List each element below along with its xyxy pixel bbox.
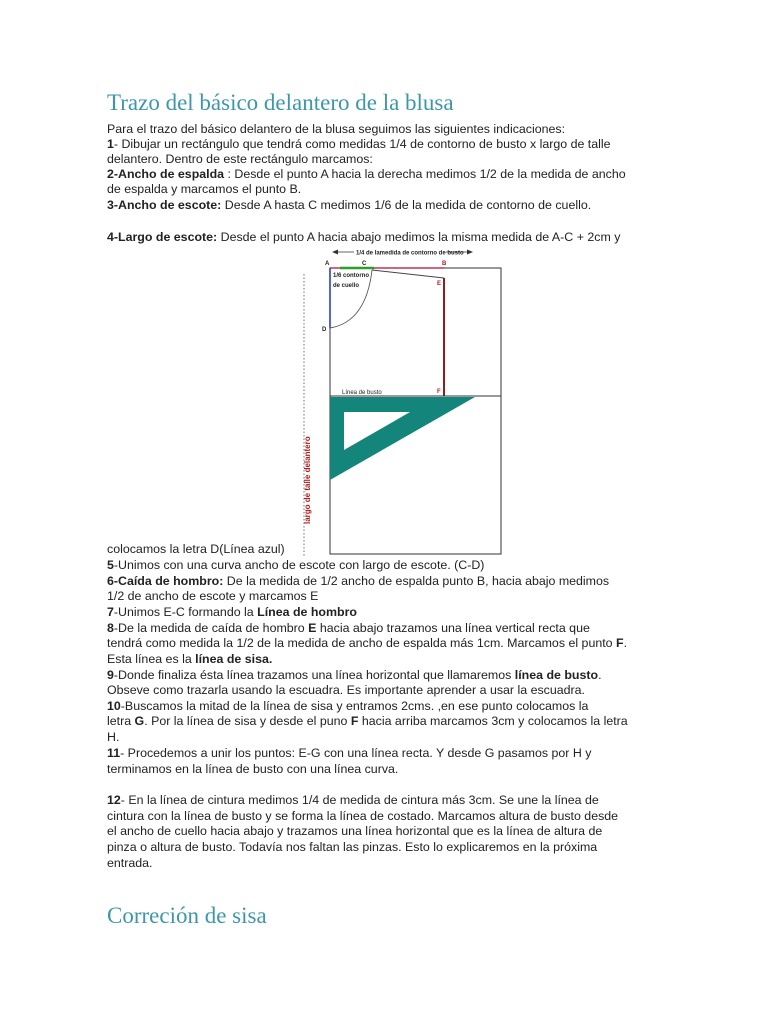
step-4-line-2: colocamos la letra D(Línea azul) bbox=[107, 542, 285, 556]
step-12-line-4: pinza o altura de busto. Todavía nos faltan las pinzas. Esto lo explicaremos en la próxima bbox=[107, 840, 598, 854]
neck-label-2: de cuello bbox=[333, 283, 360, 289]
side-measure-label: largo de talle delantero bbox=[303, 436, 312, 524]
step-12-text: - En la línea de cintura medimos 1/4 de medida de cintura más 3cm. Se une la línea de bbox=[120, 793, 599, 807]
step-7-bold: Línea de hombro bbox=[257, 605, 357, 619]
step-9-text-b: . bbox=[598, 668, 602, 682]
step-12-line-3: el ancho de cuello hacia abajo y trazamos una línea horizontal que es la línea de altura de bbox=[107, 824, 603, 838]
set-square bbox=[330, 397, 475, 480]
step-10-text: -Buscamos la mitad de la línea de sisa y entramos 2cms. ,en ese punto colocamos la bbox=[120, 699, 589, 713]
arrow-left-head bbox=[332, 250, 338, 255]
step-10-number: 10 bbox=[107, 699, 121, 713]
pattern-diagram bbox=[292, 244, 502, 556]
step-10-line-2 bbox=[107, 714, 628, 729]
point-f-label: F bbox=[437, 389, 441, 395]
step-3-label: 3-Ancho de escote: bbox=[107, 198, 222, 212]
step-7-number: 7 bbox=[107, 605, 114, 619]
step-10-text-b: . Por la línea de sisa y desde el puno bbox=[144, 714, 351, 728]
point-e-label: E bbox=[437, 281, 442, 287]
step-9-number: 9 bbox=[107, 668, 114, 682]
step-10-line-3: H. bbox=[107, 730, 120, 744]
section-subtitle: Correción de sisa bbox=[107, 903, 267, 928]
step-8-text-e: Esta línea es la bbox=[107, 652, 196, 666]
step-8-point-f: F bbox=[616, 636, 624, 650]
step-4-label: 4-Largo de escote: bbox=[107, 230, 218, 244]
point-a-label: A bbox=[325, 261, 330, 267]
step-9-line-1 bbox=[107, 668, 602, 683]
step-8-text-d: . bbox=[623, 636, 628, 650]
step-6-line-1 bbox=[107, 574, 609, 589]
step-12-line-2: cintura con la línea de busto y se forma la línea de costado. Marcamos altura de busto desde bbox=[107, 809, 619, 823]
step-6-line-2: 1/2 de ancho de escote y marcamos E bbox=[107, 589, 319, 603]
step-9-text-a: -Donde finaliza ésta línea trazamos una línea horizontal que llamaremos bbox=[113, 668, 515, 682]
step-2-label: 2-Ancho de espalda bbox=[107, 167, 225, 181]
step-8-text-b: hacia abajo trazamos una línea vertical recta que bbox=[316, 621, 590, 635]
step-9-line-2: Obseve como trazarla usando la escuadra. Es importante aprender a usar la escuadra. bbox=[107, 683, 585, 697]
step-8-number: 8 bbox=[107, 621, 114, 635]
step-11-line-1 bbox=[107, 746, 591, 761]
step-5-line-1 bbox=[107, 558, 484, 573]
step-6-label: 6-Caída de hombro: bbox=[107, 574, 224, 588]
step-2-line-1 bbox=[107, 167, 626, 182]
step-8-line-3 bbox=[107, 652, 272, 667]
step-8-point-e: E bbox=[308, 621, 317, 635]
step-3-line-1 bbox=[107, 198, 591, 213]
step-5-number: 5 bbox=[107, 558, 114, 572]
bust-line-label: Línea de busto bbox=[342, 390, 382, 396]
step-2-line-2: de espalda y marcamos el punto B. bbox=[107, 182, 302, 196]
step-10-text-a: letra bbox=[107, 714, 135, 728]
step-8-line-1 bbox=[107, 621, 590, 636]
point-b-label: B bbox=[442, 261, 447, 267]
neck-label-1: 1/6 contorno bbox=[333, 273, 370, 279]
step-1-text: - Dibujar un rectángulo que tendrá como medidas 1/4 de contorno de busto x largo de talle bbox=[113, 137, 611, 151]
step-8-line-2 bbox=[107, 636, 627, 651]
step-8-text-a: -De la medida de caída de hombro bbox=[113, 621, 309, 635]
step-10-text-c: hacia arriba marcamos 3cm y colocamos la letra bbox=[358, 714, 628, 728]
step-9-busto: línea de busto bbox=[514, 668, 599, 682]
step-11-line-2: terminamos en la línea de busto con una línea curva. bbox=[107, 762, 399, 776]
top-measure-label: 1/4 de lamedida de contorno de busto bbox=[356, 250, 464, 257]
point-d-label: D bbox=[322, 327, 327, 333]
step-11-text: - Procedemos a unir los puntos: E-G con una línea recta. Y desde G pasamos por H y bbox=[120, 746, 592, 760]
step-8-text-c: tendrá como medida la 1/2 de la medida de ancho de espalda más 1cm. Marcamos el punto bbox=[107, 636, 616, 650]
step-5-text: -Unimos con una curva ancho de escote con largo de escote. (C-D) bbox=[113, 558, 485, 572]
step-3-text: Desde A hasta C medimos 1/6 de la medida de contorno de cuello. bbox=[221, 198, 592, 212]
step-2-text: : Desde el punto A hacia la derecha medimos 1/2 de la medida de ancho bbox=[224, 167, 626, 181]
page-title: Trazo del básico delantero de la blusa bbox=[107, 90, 454, 115]
step-12-line-5: entrada. bbox=[107, 856, 153, 870]
step-7-line-1 bbox=[107, 605, 357, 620]
step-1-number: 1 bbox=[107, 137, 114, 151]
step-11-number: 11 bbox=[107, 746, 121, 760]
step-12-line-1 bbox=[107, 793, 599, 808]
arrow-right-head bbox=[467, 250, 473, 255]
step-1-line-2: delantero. Dentro de este rectángulo marcamos: bbox=[107, 152, 373, 166]
intro-text: Para el trazo del básico delantero de la blusa seguimos las siguientes indicaciones: bbox=[107, 122, 566, 136]
step-8-sisa: línea de sisa. bbox=[195, 652, 273, 666]
step-1-line-1 bbox=[107, 137, 611, 152]
point-c-label: C bbox=[362, 261, 367, 267]
step-10-point-f: F bbox=[350, 714, 359, 728]
step-6-text: De la medida de 1/2 ancho de espalda punto B, hacia abajo medimos bbox=[223, 574, 610, 588]
step-10-line-1 bbox=[107, 699, 588, 714]
step-12-number: 12 bbox=[107, 793, 121, 807]
step-7-text: -Unimos E-C formando la bbox=[113, 605, 258, 619]
step-4-text: Desde el punto A hacia abajo medimos la misma medida de A-C + 2cm y bbox=[217, 230, 621, 244]
step-4-line-1 bbox=[107, 230, 620, 245]
shoulder-line bbox=[372, 270, 444, 278]
step-10-point-g: G bbox=[134, 714, 145, 728]
